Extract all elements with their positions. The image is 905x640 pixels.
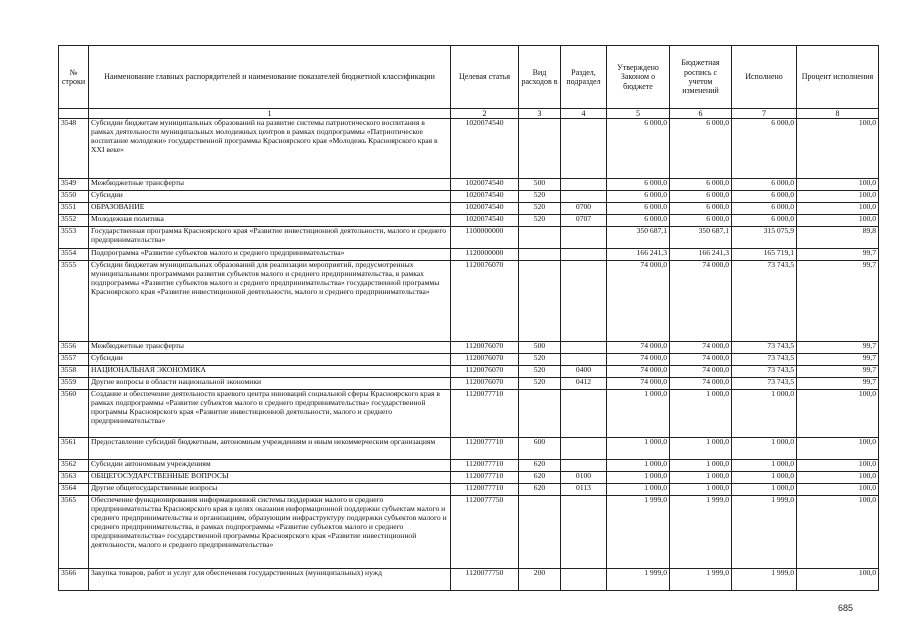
row-percent: 100,0: [797, 438, 879, 460]
row-section: [561, 496, 607, 569]
row-section: [561, 249, 607, 261]
col-number: 4: [561, 109, 607, 119]
row-number: 3552: [59, 215, 89, 227]
table-row: [59, 179, 879, 191]
row-number: 3566: [59, 569, 89, 591]
row-executed: 1 000,0: [732, 460, 797, 472]
row-section: [561, 179, 607, 191]
row-target: 1120077710: [451, 460, 519, 472]
row-target: 1020074540: [451, 191, 519, 203]
table-row: [59, 390, 879, 438]
row-executed: 73 743,5: [732, 261, 797, 342]
table-row: [59, 191, 879, 203]
row-exp-type: 520: [519, 215, 561, 227]
row-exp-type: 520: [519, 378, 561, 390]
row-budget: 74 000,0: [670, 342, 732, 354]
row-approved: 1 000,0: [607, 390, 670, 438]
col-number: 3: [519, 109, 561, 119]
table-row: [59, 569, 879, 591]
row-exp-type: 500: [519, 179, 561, 191]
row-name: Другие общегосударственные вопросы: [89, 484, 451, 496]
row-percent: 100,0: [797, 191, 879, 203]
row-name: Обеспечение функционирования информационной системы поддержки малого и среднего предпринимательства Красноярского края в целях оказания информационной поддержки субъектам малого и среднего предпринимательства и организациям, образующим инфраструктуру поддержки субъектов малого и среднего предпринимательства, в рамках подпрограммы «Развитие субъектов малого и среднего предпринимательства» государственной программы Красноярского края «Развитие инвестиционной деятельности, малого и среднего предпринимательства»: [89, 496, 451, 569]
row-budget: 74 000,0: [670, 354, 732, 366]
table-row: [59, 484, 879, 496]
row-executed: 165 719,1: [732, 249, 797, 261]
table-row: [59, 215, 879, 227]
row-percent: 100,0: [797, 215, 879, 227]
row-budget: 1 000,0: [670, 472, 732, 484]
row-name: Субсидии бюджетам муниципальных образований для реализации мероприятий, предусмотренных муниципальными программами развития субъектов малого и среднего предпринимательства, в рамках подпрограммы «Развитие субъектов малого и среднего предпринимательства» государственной программы Красноярского края «Развитие инвестиционной деятельности, малого и среднего предпринимательства»: [89, 261, 451, 342]
row-name: Другие вопросы в области национальной экономики: [89, 378, 451, 390]
row-approved: 6 000,0: [607, 215, 670, 227]
row-exp-type: 520: [519, 354, 561, 366]
row-executed: 1 999,0: [732, 496, 797, 569]
row-target: 1120076070: [451, 366, 519, 378]
row-percent: 100,0: [797, 119, 879, 179]
row-exp-type: 620: [519, 460, 561, 472]
row-number: 3551: [59, 203, 89, 215]
row-percent: 100,0: [797, 390, 879, 438]
col-number: 7: [732, 109, 797, 119]
col-header-section: Раздел, подраздел: [561, 46, 607, 109]
row-section: [561, 390, 607, 438]
col-number-blank: [59, 109, 89, 119]
row-executed: 73 743,5: [732, 354, 797, 366]
row-section: [561, 227, 607, 249]
row-approved: 74 000,0: [607, 354, 670, 366]
row-approved: 74 000,0: [607, 261, 670, 342]
row-number: 3565: [59, 496, 89, 569]
row-name: Субсидии: [89, 354, 451, 366]
row-budget: 350 687,1: [670, 227, 732, 249]
table-row: [59, 460, 879, 472]
row-budget: 166 241,3: [670, 249, 732, 261]
col-number: 5: [607, 109, 670, 119]
row-executed: 1 000,0: [732, 438, 797, 460]
row-section: [561, 438, 607, 460]
row-section: [561, 261, 607, 342]
row-exp-type: [519, 261, 561, 342]
row-approved: 6 000,0: [607, 203, 670, 215]
row-name: ОБРАЗОВАНИЕ: [89, 203, 451, 215]
row-exp-type: [519, 119, 561, 179]
row-number: 3563: [59, 472, 89, 484]
row-number: 3553: [59, 227, 89, 249]
row-budget: 74 000,0: [670, 378, 732, 390]
row-executed: 73 743,5: [732, 342, 797, 354]
row-section: 0400: [561, 366, 607, 378]
row-approved: 74 000,0: [607, 378, 670, 390]
row-name: Субсидии бюджетам муниципальных образований на развитие системы патриотического воспитания в рамках деятельности муниципальных молодежных центров в рамках подпрограммы «Патриотическое воспитание молодежи» государственной программы Красноярского края «Молодежь Красноярского края в XXI веке»: [89, 119, 451, 179]
row-section: [561, 569, 607, 591]
row-section: 0113: [561, 484, 607, 496]
row-approved: 74 000,0: [607, 366, 670, 378]
table-row: [59, 249, 879, 261]
row-approved: 1 999,0: [607, 496, 670, 569]
row-executed: 315 075,9: [732, 227, 797, 249]
row-number: 3549: [59, 179, 89, 191]
row-approved: 1 000,0: [607, 472, 670, 484]
row-approved: 1 000,0: [607, 460, 670, 472]
row-name: Предоставление субсидий бюджетным, автономным учреждениям и иным некоммерческим организациям: [89, 438, 451, 460]
table-row: [59, 378, 879, 390]
row-number: 3558: [59, 366, 89, 378]
row-percent: 100,0: [797, 484, 879, 496]
row-approved: 6 000,0: [607, 191, 670, 203]
table-row: [59, 472, 879, 484]
col-number: 8: [797, 109, 879, 119]
row-percent: 99,7: [797, 342, 879, 354]
table-row: [59, 366, 879, 378]
row-budget: 1 999,0: [670, 569, 732, 591]
row-exp-type: [519, 227, 561, 249]
row-name: Подпрограмма «Развитие субъектов малого и среднего предпринимательства»: [89, 249, 451, 261]
row-percent: 99,7: [797, 249, 879, 261]
row-exp-type: [519, 496, 561, 569]
table-body: [59, 119, 879, 591]
row-approved: 1 000,0: [607, 438, 670, 460]
row-exp-type: 520: [519, 203, 561, 215]
row-budget: 1 000,0: [670, 390, 732, 438]
row-budget: 1 000,0: [670, 484, 732, 496]
row-budget: 6 000,0: [670, 215, 732, 227]
row-executed: 73 743,5: [732, 378, 797, 390]
row-section: [561, 119, 607, 179]
row-name: ОБЩЕГОСУДАРСТВЕННЫЕ ВОПРОСЫ: [89, 472, 451, 484]
row-number: 3554: [59, 249, 89, 261]
row-approved: 350 687,1: [607, 227, 670, 249]
row-budget: 74 000,0: [670, 366, 732, 378]
row-section: [561, 342, 607, 354]
row-executed: 6 000,0: [732, 203, 797, 215]
row-percent: 100,0: [797, 569, 879, 591]
row-executed: 6 000,0: [732, 191, 797, 203]
row-percent: 100,0: [797, 460, 879, 472]
row-name: Межбюджетные трансферты: [89, 342, 451, 354]
row-target: 1120077710: [451, 484, 519, 496]
header-row: [59, 46, 879, 109]
table-row: [59, 261, 879, 342]
table-row: [59, 496, 879, 569]
row-section: 0412: [561, 378, 607, 390]
row-section: 0100: [561, 472, 607, 484]
row-number: 3559: [59, 378, 89, 390]
col-number: 2: [451, 109, 519, 119]
col-header-percent: Процент исполнения: [797, 46, 879, 109]
row-section: 0700: [561, 203, 607, 215]
page-number: 685: [838, 603, 854, 613]
row-budget: 1 000,0: [670, 460, 732, 472]
row-target: 1120077750: [451, 569, 519, 591]
row-budget: 6 000,0: [670, 203, 732, 215]
row-executed: 6 000,0: [732, 179, 797, 191]
row-target: 1020074540: [451, 215, 519, 227]
column-number-row: [59, 109, 879, 119]
row-executed: 1 999,0: [732, 569, 797, 591]
row-executed: 6 000,0: [732, 119, 797, 179]
row-name: Государственная программа Красноярского края «Развитие инвестиционной деятельности, малого и среднего предпринимательства»: [89, 227, 451, 249]
row-target: 1120076070: [451, 261, 519, 342]
row-target: 1120077710: [451, 472, 519, 484]
table-row: [59, 342, 879, 354]
row-executed: 1 000,0: [732, 472, 797, 484]
col-header-approved: Утверждено Законом о бюджете: [607, 46, 670, 109]
row-number: 3557: [59, 354, 89, 366]
row-name: Субсидии: [89, 191, 451, 203]
row-target: 1120076070: [451, 354, 519, 366]
row-target: 1120000000: [451, 249, 519, 261]
row-target: 1020074540: [451, 179, 519, 191]
row-approved: 74 000,0: [607, 342, 670, 354]
budget-table: [58, 45, 879, 591]
row-target: 1020074540: [451, 119, 519, 179]
row-name: Молодежная политика: [89, 215, 451, 227]
row-percent: 100,0: [797, 472, 879, 484]
table-row: [59, 119, 879, 179]
row-target: 1100000000: [451, 227, 519, 249]
row-exp-type: 620: [519, 472, 561, 484]
row-name: НАЦИОНАЛЬНАЯ ЭКОНОМИКА: [89, 366, 451, 378]
row-exp-type: 520: [519, 191, 561, 203]
col-header-name: Наименование главных распорядителей и наименование показателей бюджетной классификации: [89, 46, 451, 109]
row-executed: 1 000,0: [732, 484, 797, 496]
row-target: 1120076070: [451, 342, 519, 354]
row-section: [561, 460, 607, 472]
row-section: 0707: [561, 215, 607, 227]
row-executed: 1 000,0: [732, 390, 797, 438]
row-number: 3564: [59, 484, 89, 496]
row-name: Субсидии автономным учреждениям: [89, 460, 451, 472]
row-number: 3550: [59, 191, 89, 203]
row-name: Создание и обеспечение деятельности краевого центра инноваций социальной сферы Красноярского края в рамках подпрограммы «Развитие субъектов малого и среднего предпринимательства» государственной программы Красноярского края «Развитие инвестиционной деятельности, малого и среднего предпринимательства»: [89, 390, 451, 438]
row-target: 1120077750: [451, 496, 519, 569]
row-exp-type: 620: [519, 484, 561, 496]
row-number: 3561: [59, 438, 89, 460]
table-row: [59, 354, 879, 366]
row-section: [561, 191, 607, 203]
row-target: 1120077710: [451, 438, 519, 460]
row-executed: 6 000,0: [732, 215, 797, 227]
row-approved: 1 999,0: [607, 569, 670, 591]
row-number: 3562: [59, 460, 89, 472]
row-approved: 6 000,0: [607, 119, 670, 179]
row-number: 3560: [59, 390, 89, 438]
row-percent: 99,7: [797, 354, 879, 366]
row-number: 3555: [59, 261, 89, 342]
row-target: 1020074540: [451, 203, 519, 215]
row-exp-type: 500: [519, 342, 561, 354]
row-percent: 100,0: [797, 203, 879, 215]
row-percent: 100,0: [797, 179, 879, 191]
row-exp-type: 200: [519, 569, 561, 591]
row-executed: 73 743,5: [732, 366, 797, 378]
col-header-executed: Исполнено: [732, 46, 797, 109]
row-budget: 6 000,0: [670, 179, 732, 191]
row-percent: 99,7: [797, 261, 879, 342]
row-section: [561, 354, 607, 366]
row-approved: 166 241,3: [607, 249, 670, 261]
col-number: 6: [670, 109, 732, 119]
row-name: Межбюджетные трансферты: [89, 179, 451, 191]
row-target: 1120077710: [451, 390, 519, 438]
row-percent: 99,7: [797, 366, 879, 378]
table-row: [59, 438, 879, 460]
row-budget: 1 000,0: [670, 438, 732, 460]
row-exp-type: 600: [519, 438, 561, 460]
table-row: [59, 203, 879, 215]
row-budget: 6 000,0: [670, 191, 732, 203]
col-header-target: Целевая статья: [451, 46, 519, 109]
row-number: 3548: [59, 119, 89, 179]
row-exp-type: [519, 249, 561, 261]
col-header-exp-type: Вид расходов в: [519, 46, 561, 109]
row-approved: 6 000,0: [607, 179, 670, 191]
row-budget: 74 000,0: [670, 261, 732, 342]
table-row: [59, 227, 879, 249]
col-header-row-no: № строки: [59, 46, 89, 109]
row-percent: 89,8: [797, 227, 879, 249]
row-name: Закупка товаров, работ и услуг для обеспечения государственных (муниципальных) нужд: [89, 569, 451, 591]
row-target: 1120076070: [451, 378, 519, 390]
row-approved: 1 000,0: [607, 484, 670, 496]
row-number: 3556: [59, 342, 89, 354]
row-percent: 100,0: [797, 496, 879, 569]
row-exp-type: 520: [519, 366, 561, 378]
row-exp-type: [519, 390, 561, 438]
col-number: 1: [89, 109, 451, 119]
col-header-budget-list: Бюджетная роспись с учетом изменений: [670, 46, 732, 109]
row-budget: 6 000,0: [670, 119, 732, 179]
row-percent: 99,7: [797, 378, 879, 390]
row-budget: 1 999,0: [670, 496, 732, 569]
